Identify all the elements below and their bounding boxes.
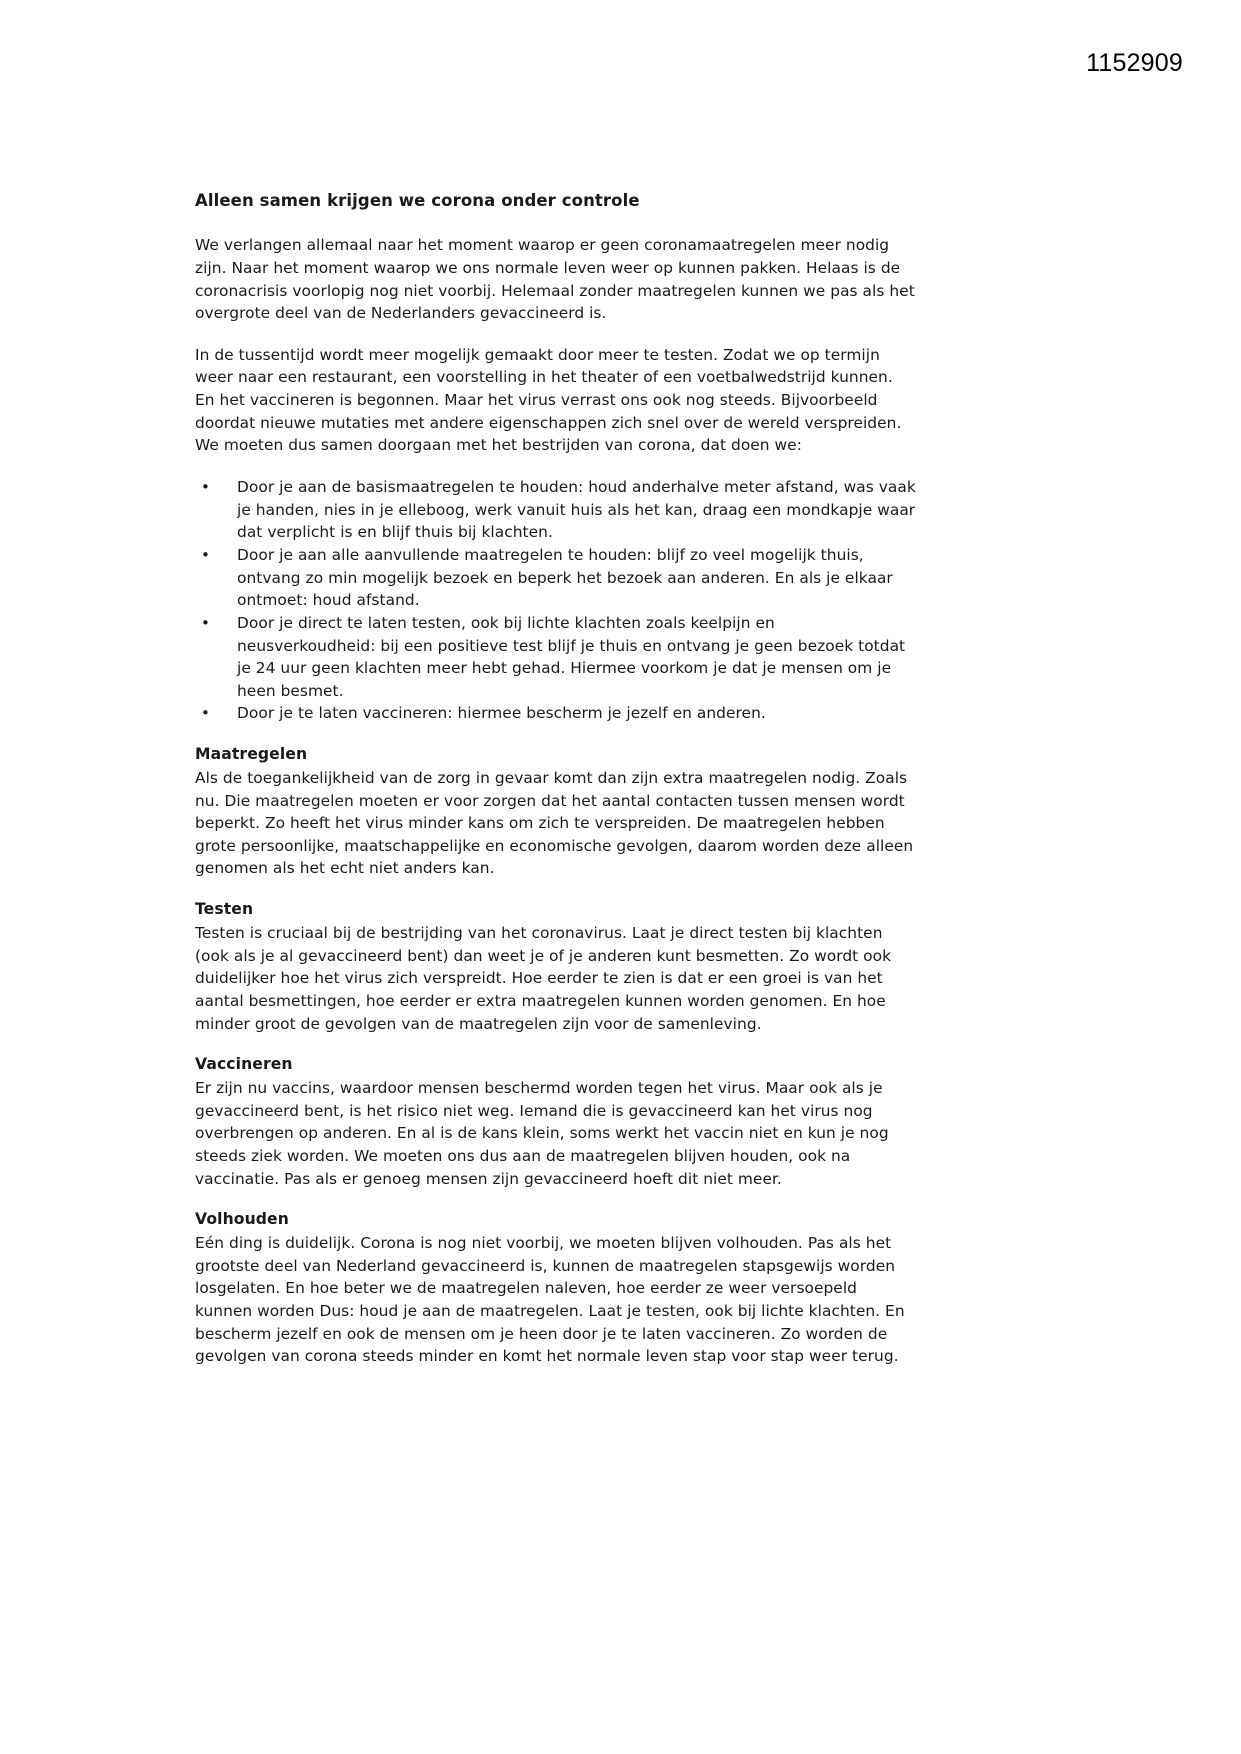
bullet-icon: • xyxy=(201,704,210,723)
section-testen xyxy=(195,899,917,1035)
section-body: Eén ding is duidelijk. Corona is nog niet voorbij, we moeten blijven volhouden. Pas als het grootste deel van Nederland gevaccineerd is, kunnen de maatregelen stapsgewijs worden losgelaten. En hoe beter we de maatregelen naleven, hoe eerder ze weer versoepeld kunnen worden Dus: houd je aan de maatregelen. Laat je testen, ook bij lichte klachten. En bescherm jezelf en ook de mensen om je heen door je te laten vaccineren. Zo worden de gevolgen van corona steeds minder en komt het normale leven stap voor stap weer terug. xyxy=(195,1234,905,1366)
list-item xyxy=(195,702,917,725)
bullet-icon: • xyxy=(201,613,210,632)
list-item xyxy=(195,476,917,544)
intro-paragraph-2: In de tussentijd wordt meer mogelijk gemaakt door meer te testen. Zodat we op termijn weer naar een restaurant, een voorstelling in het theater of een voetbalwedstrijd kunnen. En het vaccineren is begonnen. Maar het virus verrast ons ook nog steeds. Bijvoorbeeld doordat nieuwe mutaties met andere eigenschappen zich snel over de wereld verspreiden. We moeten dus samen doorgaan met het bestrijden van corona, dat doen we: xyxy=(195,345,902,455)
intro-paragraph-1: We verlangen allemaal naar het moment waarop er geen coronamaatregelen meer nodig zijn. Naar het moment waarop we ons normale leven weer op kunnen pakken. Helaas is de coronacrisis voorlopig nog niet voorbij. Helemaal zonder maatregelen kunnen we pas als het overgrote deel van de Nederlanders gevaccineerd is. xyxy=(195,236,915,323)
section-body: Testen is cruciaal bij de bestrijding van het coronavirus. Laat je direct testen bij klachten (ook als je al gevaccineerd bent) dan weet je of je anderen kunt besmetten. Zo wordt ook duidelijker hoe het virus zich verspreidt. Hoe eerder te zien is dat er een groei is van het aantal besmettingen, hoe eerder er extra maatregelen kunnen worden genomen. En hoe minder groot de gevolgen van de maatregelen zijn voor de samenleving. xyxy=(195,923,892,1033)
document-body xyxy=(195,190,917,1368)
list-item xyxy=(195,544,917,612)
list-item xyxy=(195,612,917,703)
list-item-text: Door je direct te laten testen, ook bij lichte klachten zoals keelpijn en neusverkoudheid: bij een positieve test blijf je thuis en ontvang je geen bezoek totdat je 24 uur geen klachten meer hebt gehad. Hiermee voorkom je dat je mensen om je heen besmet. xyxy=(237,613,906,700)
bullet-icon: • xyxy=(201,478,210,497)
section-heading: Testen xyxy=(195,900,254,919)
measures-bullet-list xyxy=(195,476,917,725)
section-body: Er zijn nu vaccins, waardoor mensen beschermd worden tegen het virus. Maar ook als je gevaccineerd bent, is het risico niet weg. Iemand die is gevaccineerd kan het virus nog overbrengen op anderen. En al is de kans klein, soms werkt het vaccin niet en kun je nog steeds ziek worden. We moeten ons dus aan de maatregelen blijven houden, ook na vaccinatie. Pas als er genoeg mensen zijn gevaccineerd hoeft dit niet meer. xyxy=(195,1078,889,1188)
section-body: Als de toegankelijkheid van de zorg in gevaar komt dan zijn extra maatregelen nodig. Zoals nu. Die maatregelen moeten er voor zorgen dat het aantal contacten tussen mensen wordt beperkt. Zo heeft het virus minder kans om zich te verspreiden. De maatregelen hebben grote persoonlijke, maatschappelijke en economische gevolgen, daarom worden deze alleen genomen als het echt niet anders kan. xyxy=(195,768,914,878)
bullet-icon: • xyxy=(201,545,210,564)
section-heading: Maatregelen xyxy=(195,745,308,764)
document-id-stamp: 1152909 xyxy=(1086,49,1183,77)
section-heading: Volhouden xyxy=(195,1210,289,1229)
section-vaccineren xyxy=(195,1054,917,1190)
section-heading: Vaccineren xyxy=(195,1055,293,1074)
list-item-text: Door je aan alle aanvullende maatregelen te houden: blijf zo veel mogelijk thuis, ontvang zo min mogelijk bezoek en beperk het bezoek aan anderen. En als je elkaar ontmoet: houd afstand. xyxy=(237,545,893,610)
section-maatregelen xyxy=(195,744,917,880)
list-item-text: Door je te laten vaccineren: hiermee bescherm je jezelf en anderen. xyxy=(237,704,766,723)
page-title: Alleen samen krijgen we corona onder controle xyxy=(195,191,640,210)
list-item-text: Door je aan de basismaatregelen te houden: houd anderhalve meter afstand, was vaak je handen, nies in je elleboog, werk vanuit huis als het kan, draag een mondkapje waar dat verplicht is en blijf thuis bij klachten. xyxy=(237,478,916,542)
section-volhouden xyxy=(195,1209,917,1368)
